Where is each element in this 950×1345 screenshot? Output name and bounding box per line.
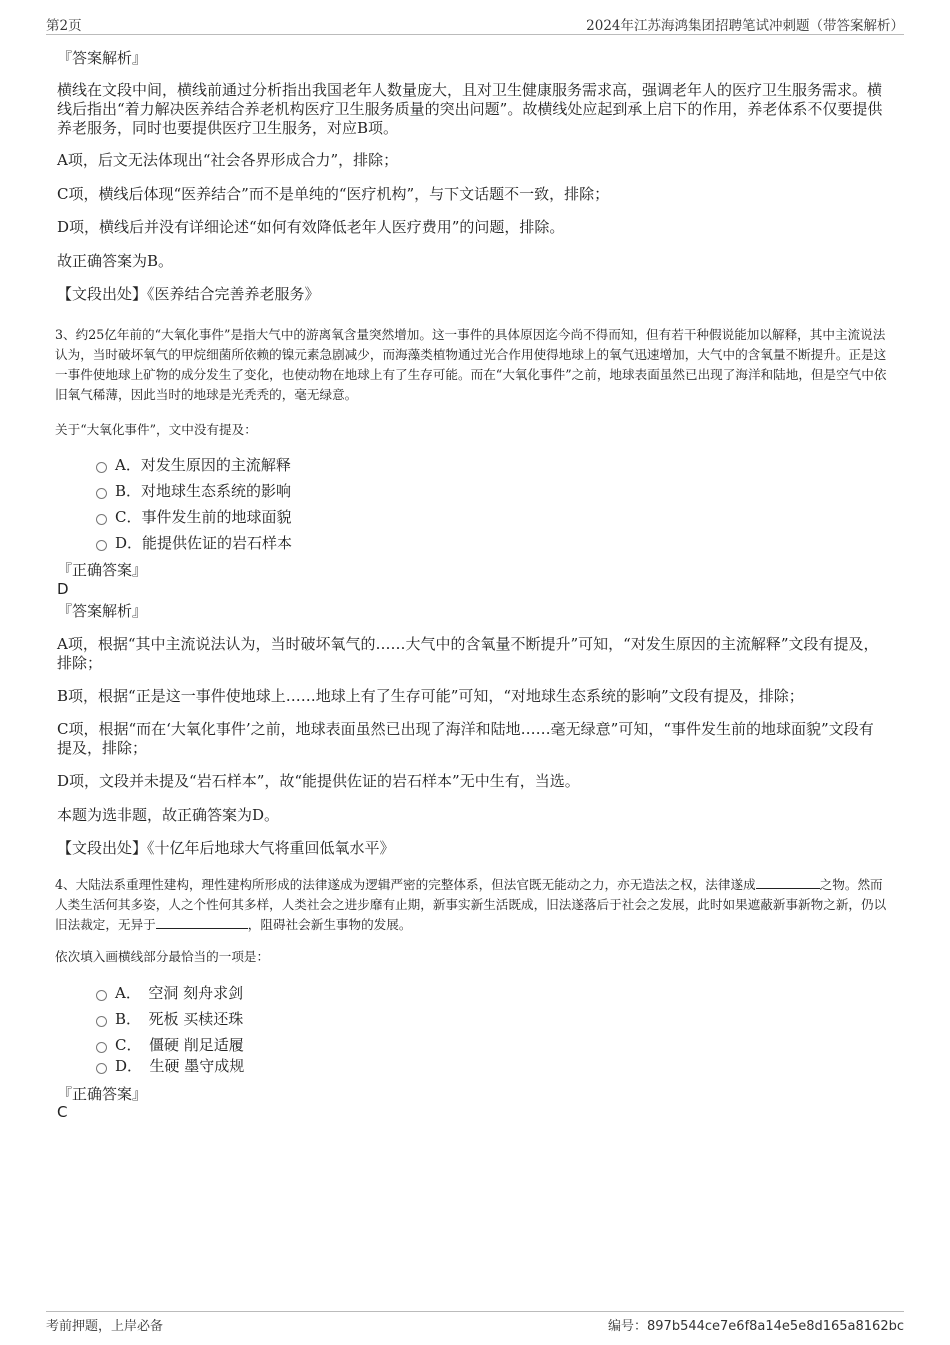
q4-option-b[interactable]: B． 死板 买椟还珠 bbox=[96, 1010, 243, 1029]
q4-option-a[interactable]: A． 空洞 刻舟求剑 bbox=[96, 984, 243, 1003]
footer-slogan: 考前押题，上岸必备 bbox=[46, 1319, 164, 1334]
radio-icon[interactable] bbox=[96, 462, 107, 473]
q4-option-d[interactable]: D． 生硬 墨守成规 bbox=[96, 1057, 244, 1076]
q4-stem: 4、大陆法系重理性建构，理性建构所形成的法律遂成为逻辑严密的完整体系，但法官既无能动之力，亦无造法之权，法律遂成 之物。然而人类生活何其多姿，人之个性何其多样，人类社会之进步靡有止期，新事实新生活既成，旧法遂落后于社会之发展，此时如果遮蔽新事新物之新，仍以旧法裁定，无异于 ，阻碍社会新生事物的发展。 bbox=[55, 877, 887, 932]
document-title: 2024年江苏海鸿集团招聘笔试冲刺题（带答案解析） bbox=[586, 18, 904, 34]
page-header bbox=[46, 14, 904, 35]
q4-answer: C bbox=[57, 1103, 68, 1121]
q3-analysis-c: C项，根据“而在‘大氧化事件’之前，地球表面虽然已出现了海洋和陆地……毫无绿意”可知，“事件发生前的地球面貌”文段有提及，排除； bbox=[57, 720, 874, 757]
q2-analysis-label: 『答案解析』 bbox=[57, 49, 148, 67]
q4-answer-label: 『正确答案』 bbox=[57, 1085, 148, 1103]
q3-answer-label: 『正确答案』 bbox=[57, 561, 148, 579]
q2-analysis-a: A项，后文无法体现出“社会各界形成合力”，排除； bbox=[57, 151, 399, 169]
radio-icon[interactable] bbox=[96, 488, 107, 499]
q4-blank-2 bbox=[156, 916, 248, 929]
radio-icon[interactable] bbox=[96, 1042, 107, 1053]
q2-source: 【文段出处】《医养结合完善养老服务》 bbox=[57, 285, 320, 303]
radio-icon[interactable] bbox=[96, 990, 107, 1001]
q2-analysis-d: D项，横线后并没有详细论述“如何有效降低老年人医疗费用”的问题，排除。 bbox=[57, 218, 565, 236]
q3-conclusion: 本题为选非题，故正确答案为D。 bbox=[57, 806, 280, 824]
radio-icon[interactable] bbox=[96, 1016, 107, 1027]
radio-icon[interactable] bbox=[96, 540, 107, 551]
q3-prompt: 关于“大氧化事件”，文中没有提及： bbox=[55, 422, 257, 437]
radio-icon[interactable] bbox=[96, 514, 107, 525]
q3-stem: 3、约25亿年前的“大氧化事件”是指大气中的游离氧含量突然增加。这一事件的具体原因迄今尚不得而知，但有若干种假说能加以解释，其中主流说法认为，当时破坏氧气的甲烷细菌所依赖的镍元素急剧减少，而海藻类植物通过光合作用使得地球上的氧气迅速增加，大气中的含氧量不断提升。正是这一事件使地球上矿物的成分发生了变化，也使动物在地球上有了生存可能。而在“大氧化事件”之前，地球表面虽然已出现了海洋和陆地，但是空气中依旧氧气稀薄，因此当时的地球是光秃秃的，毫无绿意。 bbox=[55, 327, 887, 402]
q3-option-c[interactable]: C．事件发生前的地球面貌 bbox=[96, 508, 291, 527]
document-code: 编号：897b544ce7e6f8a14e5e8d165a8162bc bbox=[608, 1319, 904, 1334]
q2-analysis-c: C项，横线后体现“医养结合”而不是单纯的“医疗机构”，与下文话题不一致，排除； bbox=[57, 185, 610, 203]
q4-prompt: 依次填入画横线部分最恰当的一项是： bbox=[55, 949, 270, 964]
q3-analysis-a: A项，根据“其中主流说法认为，当时破坏氧气的……大气中的含氧量不断提升”可知，“对发生原因的主流解释”文段有提及，排除； bbox=[57, 635, 879, 672]
q3-analysis-label: 『答案解析』 bbox=[57, 602, 148, 620]
page-footer bbox=[46, 1311, 904, 1338]
q3-option-a[interactable]: A．对发生原因的主流解释 bbox=[96, 456, 291, 475]
q2-conclusion: 故正确答案为B。 bbox=[57, 252, 174, 270]
q3-analysis-b: B项，根据“正是这一事件使地球上……地球上有了生存可能”可知，“对地球生态系统的影响”文段有提及，排除； bbox=[57, 687, 804, 705]
q3-option-b[interactable]: B．对地球生态系统的影响 bbox=[96, 482, 291, 501]
q2-analysis-main: 横线在文段中间，横线前通过分析指出我国老年人数量庞大，且对卫生健康服务需求高，强调老年人的医疗卫生服务需求。横线后指出“着力解决医养结合养老机构医疗卫生服务质量的突出问题”。故横线处应起到承上启下的作用，养老体系不仅要提供养老服务，同时也要提供医疗卫生服务，对应B项。 bbox=[57, 81, 883, 137]
radio-icon[interactable] bbox=[96, 1063, 107, 1074]
q3-option-d[interactable]: D．能提供佐证的岩石样本 bbox=[96, 534, 292, 553]
q3-analysis-d: D项，文段并未提及“岩石样本”，故“能提供佐证的岩石样本”无中生有，当选。 bbox=[57, 772, 580, 790]
q4-option-c[interactable]: C． 僵硬 削足适履 bbox=[96, 1036, 244, 1055]
q4-blank-1 bbox=[756, 876, 820, 889]
q3-source: 【文段出处】《十亿年后地球大气将重回低氧水平》 bbox=[57, 839, 395, 857]
q3-answer: D bbox=[57, 580, 69, 598]
page-number: 第2页 bbox=[46, 18, 82, 34]
